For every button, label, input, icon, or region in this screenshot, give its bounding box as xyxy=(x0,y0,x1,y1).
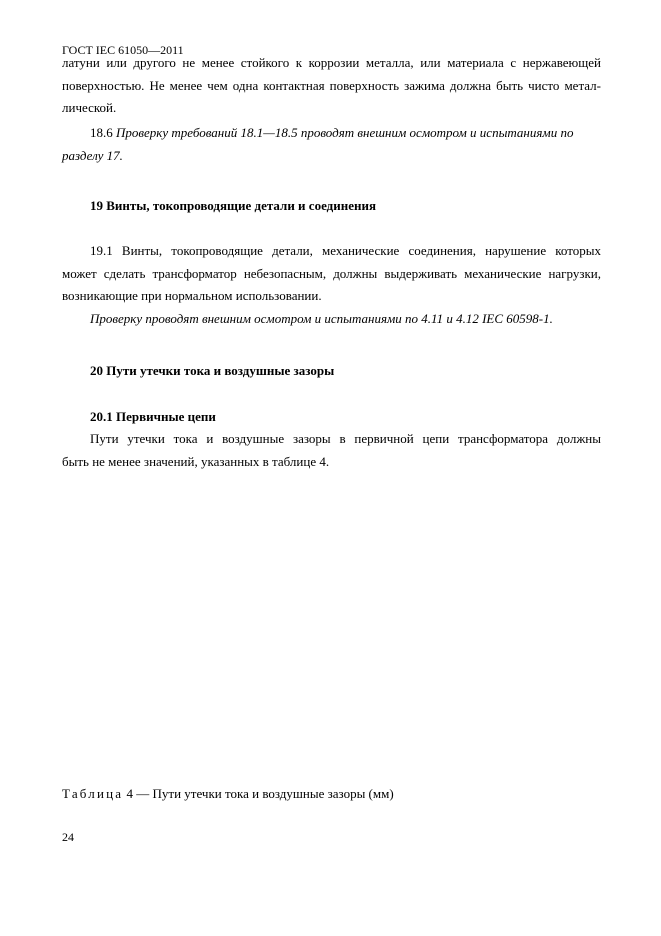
section-19-heading: 19 Винты, токопроводящие детали и соединения xyxy=(90,198,377,213)
clause-19-1 xyxy=(62,240,601,330)
text-line: может сделать трансформатор небезопасным, должны выдерживать механические нагрузки, xyxy=(62,265,601,281)
table-caption-text: 4 — Пути утечки тока и воздушные зазоры (мм) xyxy=(123,786,394,801)
clause-18-6 xyxy=(62,122,601,167)
table-4-caption xyxy=(62,786,394,802)
clause-20-1-heading: 20.1 Первичные цепи xyxy=(90,409,216,424)
text-line: разделу 17. xyxy=(62,147,123,163)
text-line: Пути утечки тока и воздушные зазоры в первичной цепи трансформатора должны xyxy=(90,431,601,446)
clause-20-1-body xyxy=(62,428,601,473)
text-line: лической. xyxy=(62,100,117,115)
page-number: 24 xyxy=(62,830,74,844)
text-line: быть не менее значений, указанных в таблице 4. xyxy=(62,453,330,469)
table-label: Таблица xyxy=(62,786,124,801)
document-header: ГОСТ IEC 61050—2011 xyxy=(62,43,184,57)
text-line: латуни или другого не менее стойкого к коррозии металла, или материала с нержавеющей xyxy=(62,55,601,70)
clause-18-5-continuation xyxy=(62,52,601,120)
check-text: Проверку требований 18.1—18.5 проводят внешним осмотром и испытаниями по xyxy=(116,125,574,140)
text-line: 19.1 Винты, токопроводящие детали, механические соединения, нарушение которых xyxy=(90,243,601,258)
check-text: Проверку проводят внешним осмотром и испытаниями по 4.11 и 4.12 IEC 60598-1. xyxy=(90,310,553,326)
section-20-heading: 20 Пути утечки тока и воздушные зазоры xyxy=(90,363,335,378)
clause-18-6-line1 xyxy=(62,122,601,145)
clause-number: 18.6 xyxy=(90,125,113,140)
text-line: поверхностью. Не менее чем одна контактная поверхность зажима должна быть чисто метал- xyxy=(62,77,601,93)
text-line: возникающие при нормальном использовании. xyxy=(62,288,322,303)
